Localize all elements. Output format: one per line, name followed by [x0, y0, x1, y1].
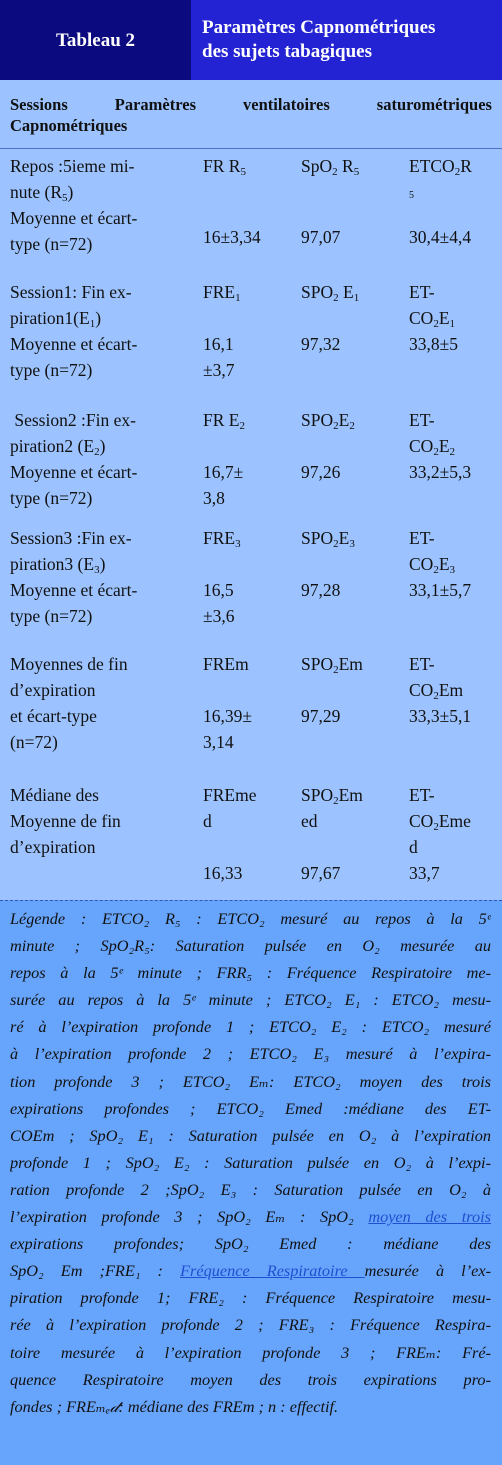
table-title-line1: Paramètres Capnométriques — [202, 17, 436, 38]
spo2-value: 97,67 — [301, 863, 341, 883]
row-label-line1: Session2 :Fin ex- — [10, 410, 136, 430]
row-stat-line2: type (n=72) — [10, 234, 93, 254]
table-header — [0, 0, 502, 80]
row-label-line2: piration2 (E2) — [10, 436, 106, 458]
legend-line: COEm ; SpO₂ E₁ : Saturation pulsée en O₂ à l’expiration — [10, 1125, 491, 1145]
legend-line: piration profonde 1; FRE₂ : Fréquence Respiratoire mesu- — [10, 1288, 491, 1308]
row-stat-line1: et écart-type — [10, 706, 97, 726]
fr-value: 16,33 — [203, 863, 243, 883]
row-label-line1: Repos :5ieme mi- — [10, 156, 135, 176]
legend-line: l’expiration profonde 3 ; SpO₂ Eₘ : SpO₂ moyen des trois — [10, 1207, 491, 1227]
row-label — [10, 651, 190, 755]
column-group-header — [0, 80, 502, 148]
legend — [0, 900, 502, 1465]
row-stat-line1: Moyenne et écart- — [10, 462, 138, 482]
row-label — [10, 407, 190, 511]
fr-value: 16,1 ±3,7 — [203, 334, 235, 380]
legend-line: Légende : ETCO₂ R₅ : ETCO₂ mesuré au repos à la 5ᵉ — [10, 909, 491, 928]
row-label-line1: Médiane des — [10, 785, 99, 805]
row-stat-line1: Moyenne et écart- — [10, 334, 138, 354]
spo2-value: 97,28 — [301, 580, 341, 600]
row-stat-line2: (n=72) — [10, 732, 58, 752]
spo2-param-name: SpO2 R5 — [301, 156, 360, 178]
row-label — [10, 782, 190, 860]
etco2-value: 33,1±5,7 — [409, 580, 472, 600]
row-label — [10, 525, 190, 629]
table-title — [191, 0, 502, 80]
row-label-line1: Moyennes de fin — [10, 654, 128, 674]
row-stat-line2: type (n=72) — [10, 360, 93, 380]
row-stat-line2: type (n=72) — [10, 488, 93, 508]
legend-link[interactable]: moyen des trois — [368, 1207, 491, 1227]
spo2-value: 97,32 — [301, 334, 341, 354]
spo2-value: 97,26 — [301, 462, 341, 482]
header-word-saturometriques: saturométriques — [376, 95, 492, 114]
fr-value: 16±3,34 — [203, 227, 261, 247]
fr-param-name: FREme d — [203, 785, 257, 831]
row-label — [10, 153, 190, 257]
legend-line: ration profonde 2 ;SpO₂ E₃ : Saturation pulsée en O₂ à — [10, 1179, 491, 1199]
spo2-value: 97,07 — [301, 227, 341, 247]
row-stat-line2: type (n=72) — [10, 606, 93, 626]
legend-line: fondes ; FREₘₑ𝒹: médiane des FREm ; n : effectif. — [10, 1396, 339, 1416]
spo2-value: 97,29 — [301, 706, 341, 726]
legend-line: ré à l’expiration profonde 1 ; ETCO₂ E₂ : ETCO₂ mesuré — [10, 1017, 491, 1037]
header-word-parametres: Paramètres — [114, 95, 197, 114]
table-title-line2: des sujets tabagiques — [202, 41, 372, 62]
row-label-line2: d’expiration — [10, 680, 96, 700]
legend-line: toire mesurée à l’expiration profonde 3 ; FREₘ: Fré- — [10, 1342, 491, 1362]
row-label-line2: Moyenne de fin — [10, 811, 121, 831]
legend-line: SpO₂ Em ;FRE₁ : Fréquence Respiratoire mesurée à l’ex- — [10, 1261, 491, 1281]
etco2-value: 33,7 — [409, 863, 440, 883]
legend-line: minute ; SpO₂R₅: Saturation pulsée en O₂ mesurée au — [10, 936, 491, 956]
legend-line: profonde 1 ; SpO₂ E₂ : Saturation pulsée en O₂ à l’expi- — [10, 1152, 491, 1172]
row-label-line2: nute (R5) — [10, 182, 74, 204]
etco2-param-name: ETCO2R 5 — [409, 156, 472, 201]
etco2-param-name: ET- CO2Em — [409, 654, 464, 702]
etco2-param-name: ET- CO2E1 — [409, 282, 456, 330]
etco2-value: 30,4±4,4 — [409, 227, 472, 247]
legend-line: à l’expiration profonde 2 ; ETCO₂ E₃ mesuré à l’expira- — [10, 1044, 491, 1064]
spo2-param-name: SPO2Em ed — [301, 785, 363, 831]
header-word-sessions: Sessions — [10, 95, 68, 114]
fr-param-name: FRE3 — [203, 528, 241, 550]
row-label-line1: Session3 :Fin ex- — [10, 528, 132, 548]
legend-link[interactable]: Fréquence Respiratoire — [180, 1261, 365, 1281]
row-label-line2: piration1(E1) — [10, 308, 102, 330]
etco2-param-name: ET- CO2E3 — [409, 528, 456, 576]
row-stat-line1: Moyenne et écart- — [10, 580, 138, 600]
fr-param-name: FRE1 — [203, 282, 241, 304]
spo2-param-name: SPO2Em — [301, 654, 363, 676]
legend-line: expirations profondes ; ETCO₂ Emed :médiane des ET- — [10, 1098, 491, 1118]
etco2-param-name: ET- CO2Eme d — [409, 785, 471, 857]
legend-line: repos à la 5ᵉ minute ; FRR₅ : Fréquence Respiratoire me- — [10, 963, 491, 983]
column-group-header-line2: Capnométriques — [10, 116, 128, 135]
spo2-param-name: SPO2 E1 — [301, 282, 360, 304]
row-label-line3: d’expiration — [10, 837, 96, 857]
header-word-ventilatoires: ventilatoires — [243, 95, 330, 114]
etco2-value: 33,3±5,1 — [409, 706, 472, 726]
row-label-line2: piration3 (E3) — [10, 554, 106, 576]
row-label — [10, 279, 190, 383]
etco2-param-name: ET- CO2E2 — [409, 410, 456, 458]
spo2-param-name: SPO2E2 — [301, 410, 355, 432]
row-stat-line1: Moyenne et écart- — [10, 208, 138, 228]
fr-value: 16,39± 3,14 — [203, 706, 252, 752]
legend-line: quence Respiratoire moyen des trois expirations pro- — [10, 1369, 491, 1389]
data-table — [0, 148, 502, 900]
column-group-header-line1 — [10, 94, 492, 115]
etco2-value: 33,2±5,3 — [409, 462, 472, 482]
legend-line: rée à l’expiration profonde 2 ; FRE₃ : Fréquence Respira- — [10, 1315, 491, 1335]
row-label-line1: Session1: Fin ex- — [10, 282, 132, 302]
legend-line: expirations profondes; SpO₂ Emed : médiane des — [10, 1234, 491, 1254]
fr-value: 16,7± 3,8 — [203, 462, 244, 508]
legend-line: surée au repos à la 5ᵉ minute ; ETCO₂ E₁ : ETCO₂ mesu- — [10, 990, 491, 1010]
table-number: Tableau 2 — [0, 0, 191, 80]
fr-param-name: FREm — [203, 654, 249, 674]
legend-line: tion profonde 3 ; ETCO₂ Eₘ: ETCO₂ moyen des trois — [10, 1071, 491, 1091]
fr-param-name: FR R5 — [203, 156, 246, 178]
etco2-value: 33,8±5 — [409, 334, 458, 354]
spo2-param-name: SPO2E3 — [301, 528, 355, 550]
fr-value: 16,5 ±3,6 — [203, 580, 235, 626]
fr-param-name: FR E2 — [203, 410, 245, 432]
